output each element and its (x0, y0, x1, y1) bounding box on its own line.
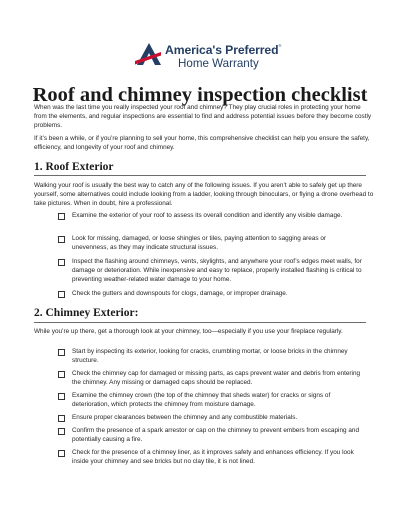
checklist-item-text: Inspect the flashing around chimneys, vents, skylights, and anywhere your roof’s edges meet walls, for damage or deterioration. While inexpensive and easy to replace, properly installed flashing is critical to preventing weather-related water damage to your home. (72, 258, 362, 283)
checkbox[interactable] (58, 236, 65, 243)
checkbox[interactable] (58, 450, 65, 457)
page-title: Roof and chimney inspection checklist (32, 84, 368, 106)
checklist-item-text: Check the gutters and downspouts for clogs, damage, or improper drainage. (72, 290, 288, 297)
checkbox[interactable] (58, 415, 65, 422)
section-divider (34, 322, 366, 323)
section-divider (34, 175, 366, 176)
roof-section-intro: Walking your roof is usually the best way to catch any of the following issues. If you aren’t able to safely get up there yourself, some alternatives could include looking from a ladder, looking through binoculars, or flying a drone overhead to take pictures. When in doubt, hire a professional. (34, 182, 374, 207)
section-heading-roof-exterior: 1. Roof Exterior (34, 161, 114, 173)
checklist-item-text: Check the chimney cap for damaged or missing parts, as caps prevent water and debris from entering the chimney. Any missing or damaged caps should be replaced. (72, 370, 361, 386)
checkbox[interactable] (58, 371, 65, 378)
checklist-item-text: Ensure proper clearances between the chimney and any combustible materials. (72, 414, 298, 421)
checkbox[interactable] (58, 393, 65, 400)
checklist-item-text: Examine the chimney crown (the top of the chimney that sheds water) for cracks or signs of deterioration, which protects the chimney from moisture damage. (72, 392, 331, 408)
checkbox[interactable] (58, 349, 65, 356)
checkbox[interactable] (58, 259, 65, 266)
checkbox[interactable] (58, 428, 65, 435)
checkbox[interactable] (58, 291, 65, 298)
checklist-item-text: Look for missing, damaged, or loose shingles or tiles, paying attention to sagging areas or unevenness, as they may indicate structural issues. (72, 235, 326, 251)
checklist-item-text: Confirm the presence of a spark arrestor or cap on the chimney to prevent embers from escaping and potentially causing a fire. (72, 427, 360, 443)
logo-brand-name: America's Preferred® (165, 43, 282, 57)
checklist-item-text: Examine the exterior of your roof to assess its overall condition and identify any visible damage. (72, 212, 343, 219)
logo-tagline: Home Warranty (178, 57, 259, 70)
company-logo (135, 40, 280, 80)
section-heading-chimney-exterior: 2. Chimney Exterior: (34, 307, 139, 319)
roof-chevron-logo-icon (135, 41, 163, 67)
intro-paragraph-2: If it’s been a while, or if you’re planning to sell your home, this comprehensive checklist can help you ensure the safety, efficiency, and longevity of your roof and chimney. (34, 135, 370, 151)
checkbox[interactable] (58, 213, 65, 220)
checklist-item-text: Start by inspecting its exterior, looking for cracks, crumbling mortar, or loose bricks in the chimney structure. (72, 348, 348, 364)
chimney-section-intro: While you’re up there, get a thorough look at your chimney, too—especially if you use your fireplace regularly. (34, 328, 343, 335)
checklist-item-text: Check for the presence of a chimney liner, as it improves safety and enhances efficiency. If you look inside your chimney and see bricks but no clay tile, it is not lined. (72, 449, 354, 465)
intro-paragraph-1: When was the last time you really inspected your roof and chimney? They play crucial roles in protecting your home from the elements, and regular inspections are essential to find and address potential issues before they become costly problems. (34, 104, 372, 129)
